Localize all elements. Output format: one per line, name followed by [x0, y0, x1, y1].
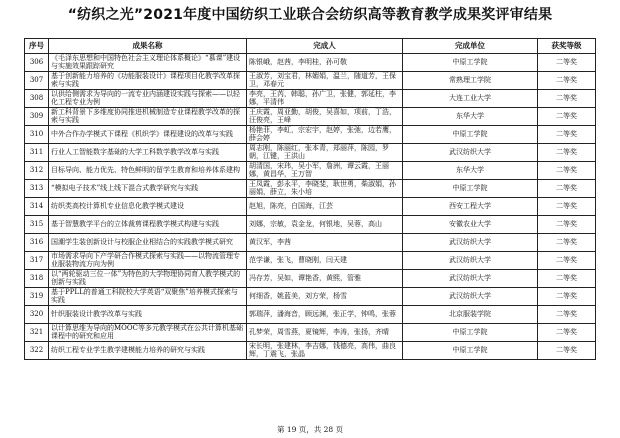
achievement-name-cell: 以供给侧需求为导向的一流专业内涵建设实践与探索——以轻化工程专业为例	[49, 90, 247, 108]
completers-cell: 李亮，王芮，韩聪，孙广卫，张健，郭延柱，李娜，平清伟	[247, 90, 403, 108]
institution-cell: 西安工程大学	[403, 198, 538, 216]
row-index-cell: 314	[25, 198, 49, 216]
award-level-cell: 二等奖	[538, 108, 596, 126]
award-level-cell: 二等奖	[538, 180, 596, 198]
table-body	[25, 54, 596, 360]
completers-cell: 何细香，姚蓝美，刘方荣，杨雪	[247, 288, 403, 306]
completers-cell: 胡清国，宋玮，吴小军，詹洲，谭云霞，王丽娜，黄昌华，王万智	[247, 162, 403, 180]
results-table	[24, 38, 596, 360]
header-award-level: 获奖等级	[538, 39, 596, 54]
achievement-name-cell: “模拟电子技术”线上线下混合式教学研究与实践	[49, 180, 247, 198]
completers-cell: 冯存芳，吴如，谭艳香，黄熙，管雅	[247, 270, 403, 288]
institution-cell: 安徽农业大学	[403, 216, 538, 234]
achievement-name-cell: 基于智慧教学平台的立体裁剪课程教学模式构建与实践	[49, 216, 247, 234]
table-row	[25, 144, 596, 162]
completers-cell: 黄汉军，李茜	[247, 234, 403, 252]
row-index-cell: 315	[25, 216, 49, 234]
achievement-name-cell: 目标导向、能力优先、特色鲜明的留学生教育和培养体系建构	[49, 162, 247, 180]
table-row	[25, 342, 596, 360]
institution-cell: 中原工学院	[403, 324, 538, 342]
table-row	[25, 324, 596, 342]
completers-cell: 杨艳菲，李虹，宗宏宇，赵婷，张弛，边若鹰，薛会婷	[247, 126, 403, 144]
institution-cell: 东华大学	[403, 108, 538, 126]
table-row	[25, 72, 596, 90]
institution-cell: 中原工学院	[403, 180, 538, 198]
completers-cell: 宋长明，张建林，李吉娜，钱德亮，高伟，曲良辉，丁震飞，张晶	[247, 342, 403, 360]
award-level-cell: 二等奖	[538, 234, 596, 252]
award-level-cell: 二等奖	[538, 288, 596, 306]
achievement-name-cell: 行业人工智能数字基础的大学工科数学教学改革与实践	[49, 144, 247, 162]
completers-cell: 刘娜，宗敏，袁金龙，何银地，吴蓉，高山	[247, 216, 403, 234]
achievement-name-cell: 新工科背景下多维度协同推进机械制造专业课程教学改革的探索与实践	[49, 108, 247, 126]
table-row	[25, 90, 596, 108]
achievement-name-cell: 纺织类高校计算机专业信息化教学模式建设	[49, 198, 247, 216]
table-row	[25, 54, 596, 72]
award-level-cell: 二等奖	[538, 216, 596, 234]
row-index-cell: 319	[25, 288, 49, 306]
table-row	[25, 126, 596, 144]
table-row	[25, 306, 596, 324]
achievement-name-cell: 中外合作办学模式下课程《机织学》课程建设的改革与实践	[49, 126, 247, 144]
row-index-cell: 310	[25, 126, 49, 144]
header-institution: 完成单位	[403, 39, 538, 54]
table-row	[25, 108, 596, 126]
completers-cell: 赵旭，陈亮，白国海，江芸	[247, 198, 403, 216]
award-level-cell: 二等奖	[538, 54, 596, 72]
header-completers: 完成人	[247, 39, 403, 54]
institution-cell: 中原工学院	[403, 126, 538, 144]
row-index-cell: 311	[25, 144, 49, 162]
institution-cell: 北京服装学院	[403, 306, 538, 324]
completers-cell: 周志刚，陈丽红，张本青，郑丽萍，陈园，罗朝，江键，王洪山	[247, 144, 403, 162]
row-index-cell: 317	[25, 252, 49, 270]
row-index-cell: 318	[25, 270, 49, 288]
row-index-cell: 322	[25, 342, 49, 360]
institution-cell: 武汉纺织大学	[403, 270, 538, 288]
table-row	[25, 180, 596, 198]
achievement-name-cell: 国潮学生装创新设计与校服企业相结合的实践教学模式研究	[49, 234, 247, 252]
achievement-name-cell: 以计算思维为导向的MOOC等多元教学模式在公共计算机基础课程中的研究和应用	[49, 324, 247, 342]
table-row	[25, 216, 596, 234]
institution-cell: 常熟理工学院	[403, 72, 538, 90]
completers-cell: 郭瑞萍，潘海音，顾远渊，张正学，钟鸣，张蓉	[247, 306, 403, 324]
award-level-cell: 二等奖	[538, 252, 596, 270]
table-row	[25, 252, 596, 270]
institution-cell: 武汉纺织大学	[403, 288, 538, 306]
table-row	[25, 270, 596, 288]
completers-cell: 陈银峨，赵茜，李明桂，孙可敬	[247, 54, 403, 72]
header-achievement-name: 成果名称	[49, 39, 247, 54]
award-level-cell: 二等奖	[538, 324, 596, 342]
institution-cell: 武汉纺织大学	[403, 234, 538, 252]
row-index-cell: 307	[25, 72, 49, 90]
institution-cell: 中原工学院	[403, 342, 538, 360]
page-number: 第 19 页，共 28 页	[276, 425, 344, 434]
institution-cell: 东华大学	[403, 162, 538, 180]
table-header-row	[25, 39, 596, 54]
table-row	[25, 234, 596, 252]
award-level-cell: 二等奖	[538, 306, 596, 324]
award-level-cell: 二等奖	[538, 270, 596, 288]
award-level-cell: 二等奖	[538, 198, 596, 216]
award-level-cell: 二等奖	[538, 162, 596, 180]
row-index-cell: 321	[25, 324, 49, 342]
row-index-cell: 313	[25, 180, 49, 198]
award-level-cell: 二等奖	[538, 144, 596, 162]
achievement-name-cell: 基于创新能力培养的《功能服装设计》课程项目化教学改革探索与实践	[49, 72, 247, 90]
institution-cell: 大连工业大学	[403, 90, 538, 108]
completers-cell: 王凤霞，彭永平，李晓斐，耿世勇，柴淑娟，孙丽娟，薛立，朱小培	[247, 180, 403, 198]
table-row	[25, 288, 596, 306]
award-level-cell: 二等奖	[538, 126, 596, 144]
row-index-cell: 306	[25, 54, 49, 72]
award-level-cell: 二等奖	[538, 90, 596, 108]
table-row	[25, 198, 596, 216]
completers-cell: 范学谦，张飞，曹晓刚，闫天建	[247, 252, 403, 270]
institution-cell: 武汉纺织大学	[403, 252, 538, 270]
achievement-name-cell: 纺织工程专业学生教学建模能力培养的研究与实践	[49, 342, 247, 360]
achievement-name-cell: 《毛泽东思想和中国特色社会主义理论体系概论》“慕课”建设与实施效果跟踪研究	[49, 54, 247, 72]
table-row	[25, 162, 596, 180]
completers-cell: 孔梦荣，周雪燕，夏镜辉，李涛，张扬，齐晴	[247, 324, 403, 342]
row-index-cell: 308	[25, 90, 49, 108]
completers-cell: 王庆霞，周亚勤，胡俊，吴喜如，项前，丁浩，汪俊亮，王峰	[247, 108, 403, 126]
header-index: 序号	[25, 39, 49, 54]
row-index-cell: 309	[25, 108, 49, 126]
achievement-name-cell: 基于PPLL的普通工科院校大学英语“双聚焦”培养模式探索与实践	[49, 288, 247, 306]
achievement-name-cell: 市场需求导向下产学研合作模式探索与实践——以物流管理专业服装物流方向为例	[49, 252, 247, 270]
award-level-cell: 二等奖	[538, 72, 596, 90]
row-index-cell: 316	[25, 234, 49, 252]
completers-cell: 王淑芳，刘宝君，林媚娟，温兰，随道芳，王保卫，邓春元	[247, 72, 403, 90]
page-title: “纺织之光”2021年度中国纺织工业联合会纺织高等教育教学成果奖评审结果	[67, 7, 553, 23]
row-index-cell: 320	[25, 306, 49, 324]
institution-cell: 中原工学院	[403, 54, 538, 72]
row-index-cell: 312	[25, 162, 49, 180]
institution-cell: 武汉纺织大学	[403, 144, 538, 162]
achievement-name-cell: 针织服装设计教学改革与实践	[49, 306, 247, 324]
award-level-cell: 二等奖	[538, 342, 596, 360]
achievement-name-cell: 以“两轮驱动三位一体”为特色的大学物理协同育人教学模式的创新与实践	[49, 270, 247, 288]
